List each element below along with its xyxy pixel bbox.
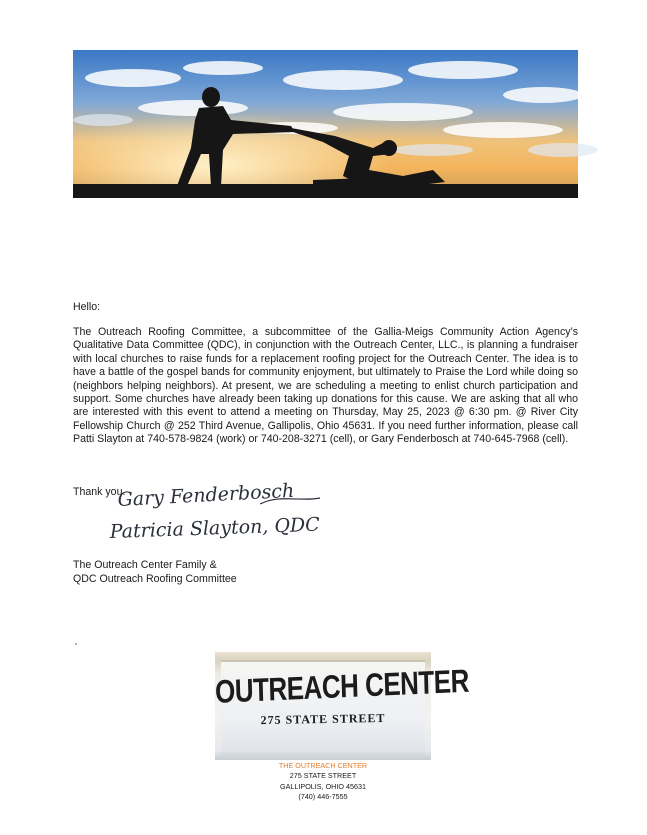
closing-line: QDC Outreach Roofing Committee: [73, 573, 237, 585]
greeting: Hello:: [73, 301, 101, 313]
address-city: GALLIPOLIS, OHIO 45631: [280, 781, 366, 791]
handwritten-signatures: [109, 479, 370, 552]
sign-shadow: [215, 750, 431, 760]
address-phone: (740) 446-7555: [298, 792, 348, 802]
sign-title: OUTREACH CENTER: [214, 661, 470, 711]
signature-patricia-slayton: Patricia Slayton, QDC: [109, 513, 321, 543]
thank-you-line: Thank you.: [73, 486, 126, 498]
closing-block: [73, 558, 237, 586]
closing-line: The Outreach Center Family &: [73, 559, 217, 571]
address-block: [215, 761, 431, 803]
scan-speck: [75, 643, 77, 645]
address-street: 275 STATE STREET: [289, 771, 357, 781]
signature-gary-fenderbosch: Gary Fenderbosch: [117, 479, 295, 511]
letter-body: The Outreach Roofing Committee, a subcommittee of the Gallia-Meigs Community Action Agency’s Qualitative Data Committee (QDC), in conjunction with the Outreach Center, LLC., is planning a fundraiser with local churches to raise funds for a replacement roofing project for the Outreach Center. The idea is to have a battle of the gospel bands for community enjoyment, but ultimately to Praise the Lord while doing so (neighbors helping neighbors). At present, we are scheduling a meeting to enlist church participation and support. Some churches have already been taking up donations for this cause. We are asking that all who are interested with this event to attend a meeting on Thursday, May 25, 2023 @ 6:30 pm. @ River City Fellowship Church @ 252 Third Avenue, Gallipolis, Ohio 45631. If you need further information, please call Patti Slayton at 740-578-9824 (work) or 740-208-3271 (cell), or Gary Fenderbosch at 740-645-7968 (cell).: [73, 326, 578, 446]
address-org: THE OUTREACH CENTER: [278, 761, 368, 770]
helping-hand-banner-image: [73, 50, 578, 198]
outreach-center-sign-photo: [214, 652, 470, 760]
sign-subtitle: 275 STATE STREET: [260, 710, 386, 728]
